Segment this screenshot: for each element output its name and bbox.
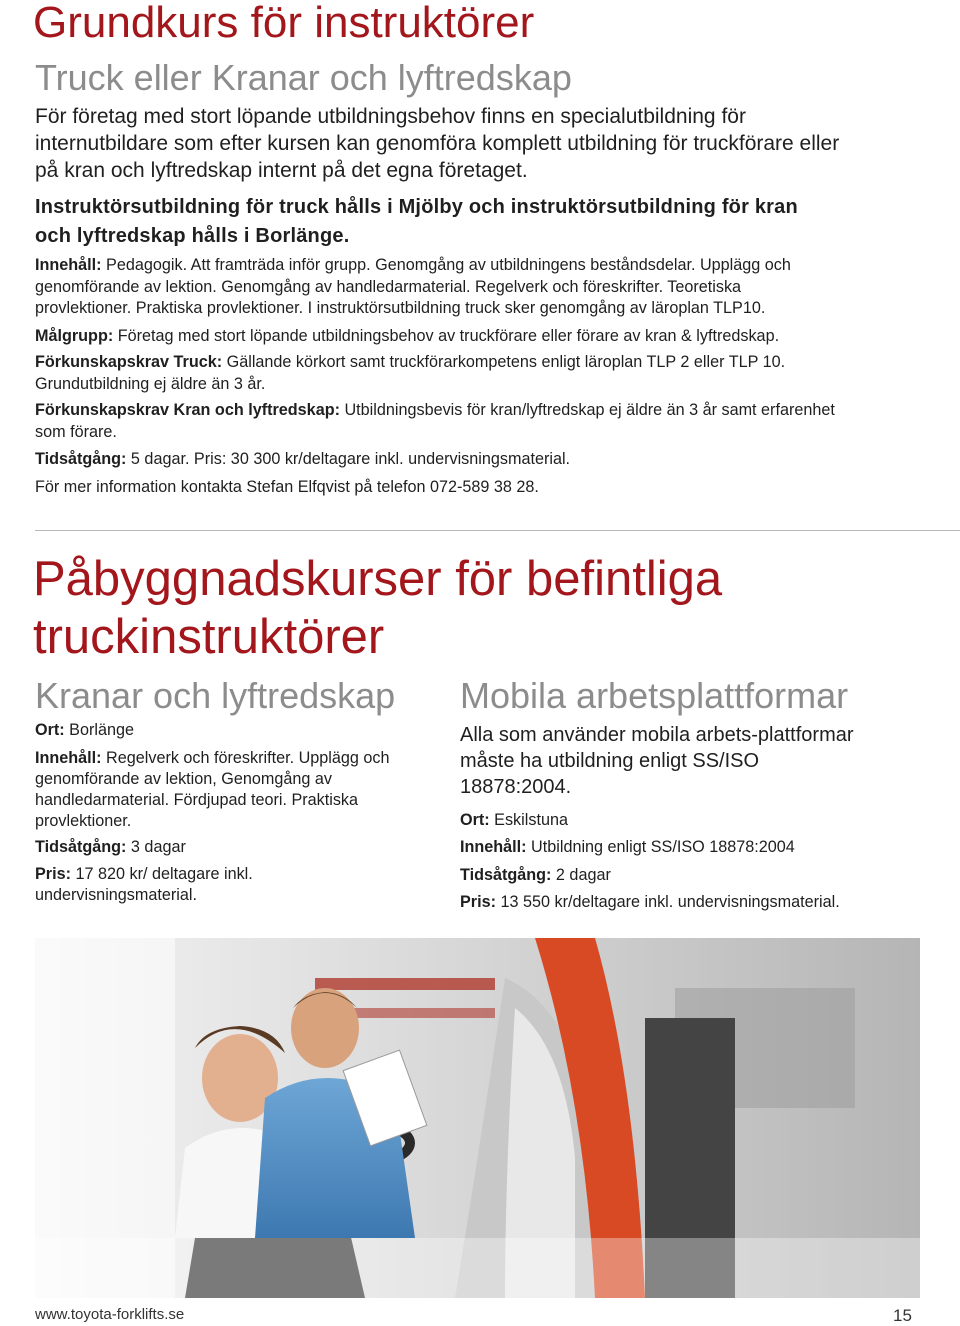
- section2-title-line2: truckinstruktörer: [33, 610, 385, 664]
- right-content-label: Innehåll:: [460, 838, 527, 856]
- left-content-label: Innehåll:: [35, 749, 102, 767]
- section1-title: Grundkurs för instruktörer: [33, 0, 535, 47]
- target-label: Målgrupp:: [35, 327, 114, 345]
- right-price-text: 13 550 kr/deltagare inkl. undervisningsmaterial.: [496, 893, 840, 911]
- section1-prereq-kran: [35, 400, 865, 443]
- time-label: Tidsåtgång:: [35, 450, 127, 468]
- time-text: 5 dagar. Pris: 30 300 kr/deltagare inkl. undervisningsmaterial.: [126, 450, 571, 468]
- section1-target: [35, 326, 915, 348]
- left-time-text: 3 dagar: [126, 838, 186, 856]
- right-content: [460, 837, 910, 858]
- prereq-truck-label: Förkunskapskrav Truck:: [35, 353, 223, 371]
- left-price: [35, 864, 315, 906]
- section2-title-line1: Påbyggnadskurser för befintliga: [33, 552, 723, 606]
- section1-intro: För företag med stort löpande utbildningsbehov finns en specialutbildning för internutbildare som efter kursen kan genomföra komplett utbildning för truckförare eller på kran och lyftredskap internt på det egna företaget.: [35, 105, 840, 182]
- left-content: [35, 748, 405, 832]
- section1-time: [35, 449, 915, 471]
- content-text: Pedagogik. Att framträda inför grupp. Genomgång av utbildningens beståndsdelar. Upplägg och genomförande av lektion. Genomgång av handledarmaterial. Regelverk och föreskrifter. Teoretiska provlektioner. Praktiska provlektioner. I instruktörsutbildning truck sker genomgång av läroplan TLP10.: [35, 256, 791, 317]
- prereq-truck-text: Gällande körkort samt truckförarkompetens enligt läroplan TLP 2 eller TLP 10. Grundutbildning ej äldre än 3 år.: [35, 353, 786, 393]
- right-place-text: Eskilstuna: [489, 811, 568, 829]
- left-price-text: 17 820 kr/ deltagare inkl. undervisningsmaterial.: [35, 865, 253, 904]
- right-place-label: Ort:: [460, 811, 490, 829]
- forklift-training-photo: [35, 938, 920, 1298]
- left-time: [35, 837, 405, 858]
- footer-url[interactable]: www.toyota-forklifts.se: [35, 1306, 185, 1323]
- left-place-label: Ort:: [35, 721, 65, 739]
- section-divider: [35, 530, 960, 531]
- right-price: [460, 892, 940, 913]
- right-time-label: Tidsåtgång:: [460, 866, 552, 884]
- right-heading: Mobila arbetsplattformar: [460, 675, 849, 716]
- content-label: Innehåll:: [35, 256, 102, 274]
- section1-prereq-truck: [35, 352, 875, 395]
- page-number: 15: [893, 1306, 912, 1325]
- prereq-kran-label: Förkunskapskrav Kran och lyftredskap:: [35, 401, 340, 419]
- section1-subtitle: Truck eller Kranar och lyftredskap: [35, 57, 572, 98]
- section2-title: [33, 550, 722, 666]
- right-place: [460, 810, 910, 831]
- section1-lead: Instruktörsutbildning för truck hålls i Mjölby och instruktörsutbildning för kran och lyftredskap hålls i Borlänge.: [35, 196, 798, 247]
- left-place: [35, 720, 405, 741]
- right-content-text: Utbildning enligt SS/ISO 18878:2004: [526, 838, 795, 856]
- left-content-text: Regelverk och föreskrifter. Upplägg och genomförande av lektion, Genomgång av handledarmaterial. Fördjupad teori. Praktiska provlektioner.: [35, 749, 390, 830]
- prereq-kran-text: Utbildningsbevis för kran/lyftredskap ej äldre än 3 år samt erfarenhet som förare.: [35, 401, 835, 441]
- right-lead: Alla som använder mobila arbets-plattformar måste ha utbildning enligt SS/ISO 18878:2004.: [460, 724, 854, 798]
- target-text: Företag med stort löpande utbildningsbehov av truckförare eller förare av kran & lyftredskap.: [113, 327, 780, 345]
- instructor-photo: [35, 938, 920, 1298]
- right-price-label: Pris:: [460, 893, 496, 911]
- left-heading: Kranar och lyftredskap: [35, 675, 396, 716]
- section1-content: [35, 255, 835, 320]
- right-time: [460, 865, 910, 886]
- left-place-text: Borlänge: [64, 721, 134, 739]
- left-time-label: Tidsåtgång:: [35, 838, 127, 856]
- right-time-text: 2 dagar: [551, 866, 611, 884]
- section1-contact: För mer information kontakta Stefan Elfqvist på telefon 072-589 38 28.: [35, 478, 539, 496]
- left-price-label: Pris:: [35, 865, 71, 883]
